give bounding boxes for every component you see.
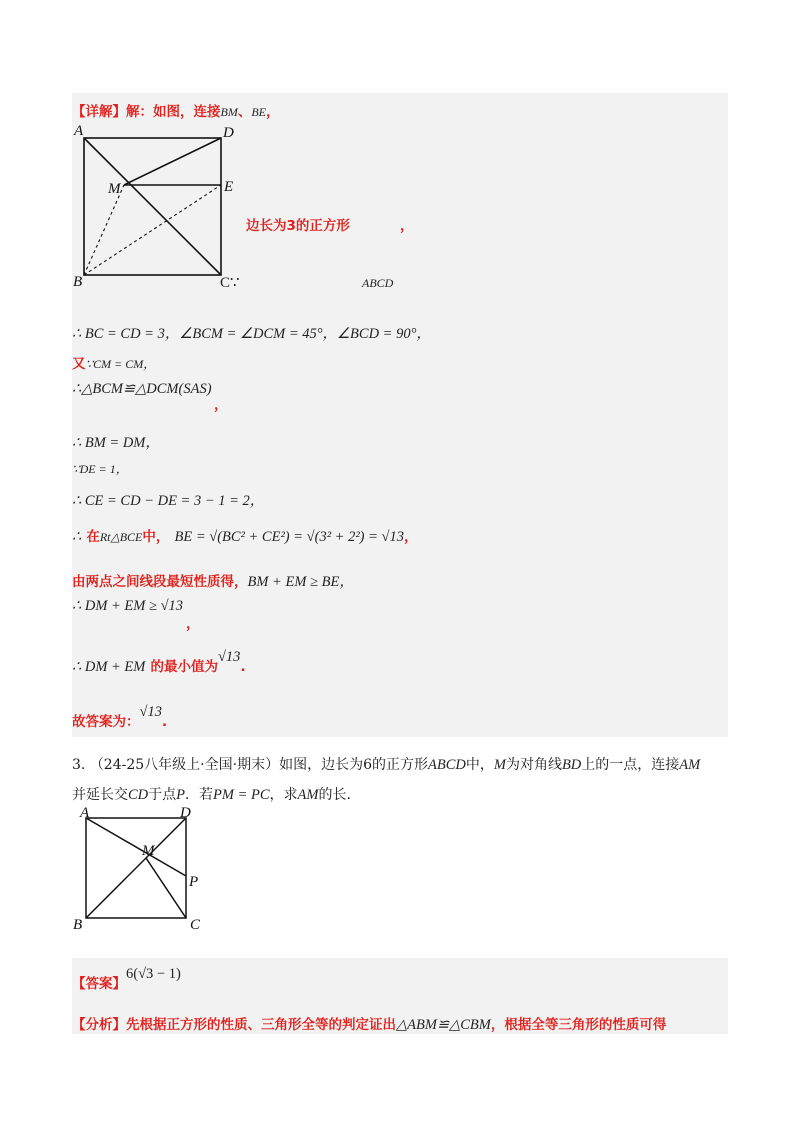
problem-cd: CD bbox=[128, 787, 149, 803]
problem-abcd: ABCD bbox=[428, 757, 466, 773]
detail-sep: 、 bbox=[237, 104, 252, 120]
proof-line-8-text: 由两点之间线段最短性质得， bbox=[72, 574, 248, 590]
fig2-label-a: A bbox=[80, 805, 90, 821]
side-comma: ， bbox=[400, 218, 414, 234]
fig2-label-d: D bbox=[180, 805, 191, 821]
figure-2 bbox=[72, 805, 222, 933]
problem-3-line-2 bbox=[72, 784, 351, 804]
fig2-label-c: C bbox=[190, 917, 201, 933]
proof-line-10-eq: ∴ DM + EM bbox=[72, 659, 146, 675]
answer-end: . bbox=[161, 714, 168, 730]
proof-line-7 bbox=[72, 525, 418, 546]
problem-3-line-1 bbox=[72, 754, 700, 774]
proof-line-9-comma: ， bbox=[186, 616, 200, 632]
proof-line-10-text: 的最小值为 bbox=[150, 659, 218, 675]
fig1-label-m: M bbox=[108, 181, 121, 197]
fig2-label-b: B bbox=[73, 917, 83, 933]
answer-row bbox=[72, 966, 181, 993]
answer-text: 故答案为： bbox=[72, 714, 140, 730]
proof-line-5: ∵DE = 1， bbox=[72, 462, 128, 476]
proof-line-7-tri: Rt△BCE bbox=[99, 530, 143, 544]
problem-line2-e: 的长. bbox=[318, 787, 351, 803]
segment-md bbox=[124, 138, 221, 185]
detail-line bbox=[72, 100, 280, 120]
proof-line-7-in: 在 bbox=[86, 529, 100, 545]
fig2-label-p: P bbox=[189, 874, 199, 890]
analysis-tag: 【分析】 bbox=[72, 1017, 126, 1033]
detail-comma: ， bbox=[266, 104, 280, 120]
answer-val: √13 bbox=[139, 704, 162, 720]
answer-line bbox=[72, 704, 168, 731]
fig1-label-d: D bbox=[223, 125, 234, 141]
fig1-label-e: E bbox=[224, 179, 234, 195]
proof-line-3: ∴△BCM≌△DCM(SAS) bbox=[72, 381, 212, 397]
problem-bd: BD bbox=[561, 757, 582, 773]
proof-line-8 bbox=[72, 570, 354, 591]
proof-line-9: ∴ DM + EM ≥ √13 bbox=[72, 598, 184, 614]
proof-line-7-therefore: ∴ bbox=[72, 529, 82, 545]
problem-m: M bbox=[493, 757, 506, 773]
detail-intro: 解：如图，连接 bbox=[126, 104, 221, 120]
problem-p: P bbox=[176, 787, 186, 803]
problem-pm-pc: PM = PC bbox=[213, 787, 270, 803]
proof-line-8-eq: BM + EM ≥ BE， bbox=[247, 574, 354, 590]
proof-line-2-prefix: 又 bbox=[72, 356, 86, 372]
problem-text-4: 上的一点，连接 bbox=[581, 757, 680, 773]
proof-line-2 bbox=[72, 352, 155, 372]
detail-tag: 【详解】 bbox=[72, 104, 126, 120]
problem-am-2: AM bbox=[297, 787, 319, 803]
proof-line-1: ∴ BC = CD = 3，∠BCM = ∠DCM = 45°，∠BCD = 90°， bbox=[72, 326, 431, 342]
proof-line-4: ∴ BM = DM， bbox=[72, 435, 160, 451]
fig2-label-m: M bbox=[142, 843, 155, 859]
problem-line2-d: ，求 bbox=[269, 787, 298, 803]
fig1-label-a: A bbox=[74, 123, 84, 139]
analysis-row bbox=[72, 1013, 666, 1034]
figure-1 bbox=[72, 122, 234, 290]
proof-line-2-eq: ∵CM = CM， bbox=[85, 357, 156, 371]
analysis-cong: △ABM≌△CBM bbox=[396, 1017, 491, 1033]
segment-mc bbox=[146, 858, 186, 918]
fig1-label-b: B bbox=[73, 274, 83, 290]
problem-line2-a: 并延长交 bbox=[72, 787, 128, 803]
detail-bm: BM bbox=[220, 105, 238, 119]
square-abcd-label: ABCD bbox=[362, 276, 394, 290]
problem-text-2: 中， bbox=[465, 757, 494, 773]
fig1-because-c: C∵ bbox=[220, 275, 240, 291]
answer-tag: 【答案】 bbox=[72, 976, 126, 992]
problem-line2-c: ．若 bbox=[185, 787, 214, 803]
proof-line-7-comma: ， bbox=[404, 529, 418, 545]
proof-line-10-end: . bbox=[240, 659, 246, 675]
detail-be: BE bbox=[251, 105, 266, 119]
problem-text-1: 如图，边长为6的正方形 bbox=[279, 757, 428, 773]
proof-line-10-val: √13 bbox=[217, 649, 241, 665]
answer-value: 6(√3 − 1) bbox=[126, 966, 181, 982]
diagonal-ac bbox=[84, 138, 221, 275]
problem-am: AM bbox=[679, 757, 701, 773]
problem-number: 3. bbox=[72, 757, 86, 773]
proof-line-3-comma: ， bbox=[214, 397, 228, 413]
side-text: 边长为3的正方形 bbox=[246, 218, 350, 234]
analysis-text-1: 先根据正方形的性质、三角形全等的判定证出 bbox=[126, 1017, 396, 1033]
proof-line-7-mid: 中， bbox=[142, 529, 170, 545]
proof-line-10 bbox=[72, 649, 246, 676]
analysis-text-2: ，根据全等三角形的性质可得 bbox=[490, 1017, 667, 1033]
proof-line-7-eq: BE = √(BC² + CE²) = √(3² + 2²) = √13 bbox=[174, 529, 405, 545]
problem-source: （24-25八年级上·全国·期末） bbox=[89, 757, 280, 773]
problem-line2-b: 于点 bbox=[148, 787, 177, 803]
proof-line-6: ∴ CE = CD − DE = 3 − 1 = 2， bbox=[72, 493, 265, 509]
problem-text-3: 为对角线 bbox=[505, 757, 562, 773]
